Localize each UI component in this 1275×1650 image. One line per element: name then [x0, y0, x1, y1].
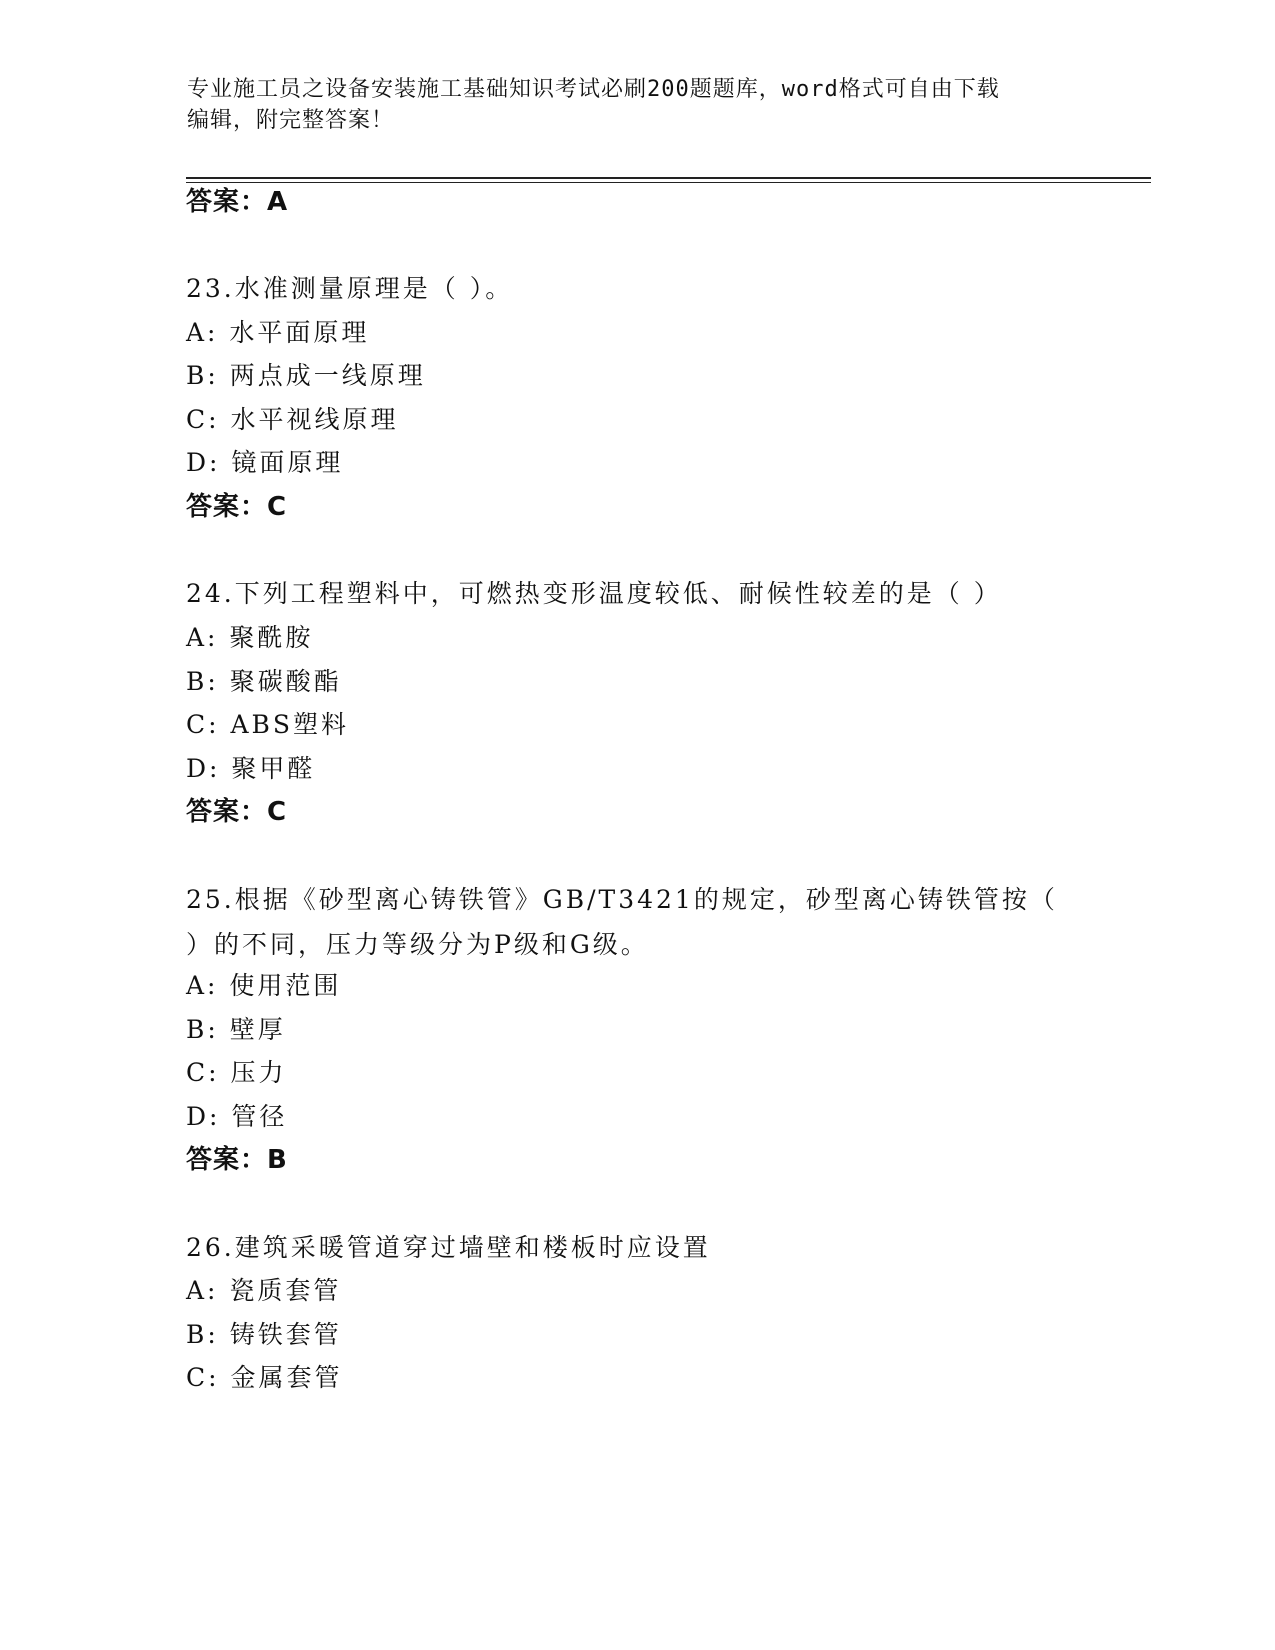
option-a: A: 使用范围	[186, 971, 342, 1000]
answer: 答案：B	[186, 1145, 288, 1175]
option-b: B: 铸铁套管	[186, 1320, 342, 1349]
question-title: 24.下列工程塑料中，可燃热变形温度较低、耐候性较差的是（ ）	[186, 579, 1002, 608]
document-header	[187, 74, 1067, 136]
option-d: D: 聚甲醛	[186, 754, 316, 783]
question-title: 23.水准测量原理是（ ）。	[186, 274, 514, 303]
previous-answer: 答案：A	[186, 187, 289, 217]
header-divider-thin	[186, 182, 1151, 183]
option-b: B: 壁厚	[186, 1015, 286, 1044]
option-a: A: 瓷质套管	[186, 1276, 342, 1305]
header-line-1: 专业施工员之设备安装施工基础知识考试必刷200题题库，word格式可自由下载	[187, 77, 1000, 102]
header-divider	[186, 177, 1151, 179]
option-a: A: 聚酰胺	[186, 623, 314, 652]
option-a: A: 水平面原理	[186, 318, 370, 347]
option-b: B: 聚碳酸酯	[186, 667, 342, 696]
question-title: 26.建筑采暖管道穿过墙壁和楼板时应设置	[186, 1233, 711, 1262]
answer: 答案：C	[186, 492, 288, 522]
option-c: C: 金属套管	[186, 1363, 343, 1392]
question-title: 25.根据《砂型离心铸铁管》GB/T3421的规定，砂型离心铸铁管按（ ）的不同，压力等级分为P级和G级。	[186, 885, 1058, 959]
option-b: B: 两点成一线原理	[186, 361, 426, 390]
option-c: C: 水平视线原理	[186, 405, 399, 434]
option-d: D: 管径	[186, 1102, 288, 1131]
answer: 答案：C	[186, 797, 288, 827]
option-d: D: 镜面原理	[186, 448, 344, 477]
option-c: C: ABS塑料	[186, 710, 350, 739]
header-line-2: 编辑，附完整答案！	[187, 108, 395, 133]
option-c: C: 压力	[186, 1058, 287, 1087]
